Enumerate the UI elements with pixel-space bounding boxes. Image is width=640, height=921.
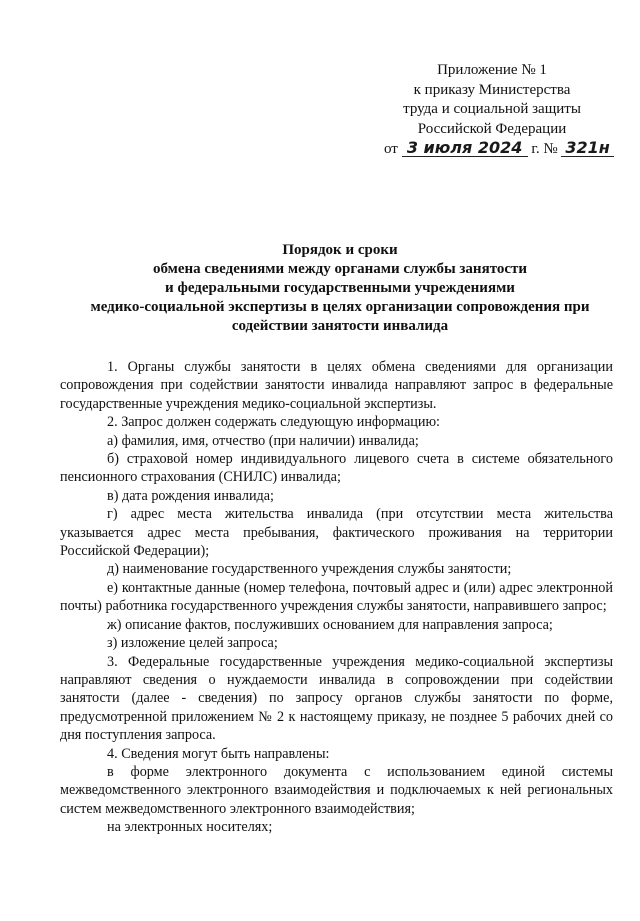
item-g: г) адрес места жительства инвалида (при отсутствии места жительства указывается адрес места пребывания, фактического проживания на территории Российской Федерации); bbox=[60, 506, 613, 560]
title-line-5: содействии занятости инвалида bbox=[231, 318, 449, 334]
paragraph-4: 4. Сведения могут быть направлены: bbox=[107, 745, 330, 762]
date-prefix: от bbox=[384, 141, 398, 157]
item-e: е) контактные данные (номер телефона, почтовый адрес и (или) адрес электронной почты) работника государственного учреждения службы занятости, направившего запрос; bbox=[60, 579, 613, 615]
title-line-4: медико-социальной экспертизы в целях организации сопровождения при bbox=[90, 299, 590, 315]
item-zh: ж) описание фактов, послуживших основанием для направления запроса; bbox=[107, 616, 553, 633]
appendix-line-1: Приложение № 1 bbox=[437, 62, 547, 78]
handwritten-number: 321н bbox=[561, 139, 613, 157]
title-line-2: обмена сведениями между органами службы занятости bbox=[152, 261, 528, 277]
paragraph-1: 1. Органы службы занятости в целях обмена сведениями для организации сопровождения при содействии занятости инвалида направляют запрос в федеральные государственные учреждения медико-социальной экспертизы. bbox=[60, 359, 613, 412]
appendix-line-4: Российской Федерации bbox=[417, 120, 567, 137]
number-prefix: г. № bbox=[531, 141, 558, 157]
item-v: в) дата рождения инвалида; bbox=[107, 487, 274, 504]
paragraph-2: 2. Запрос должен содержать следующую информацию: bbox=[107, 414, 440, 431]
item-d: д) наименование государственного учреждения службы занятости; bbox=[107, 561, 512, 578]
title-line-3: и федеральными государственными учреждениями bbox=[165, 280, 515, 296]
delivery-electronic-media: на электронных носителях; bbox=[107, 819, 273, 836]
appendix-header bbox=[384, 61, 610, 160]
item-b: б) страховой номер индивидуального лицевого счета в системе обязательного пенсионного страхования (СНИЛС) инвалида; bbox=[60, 451, 613, 486]
handwritten-date: 3 июля 2024 bbox=[402, 139, 528, 157]
title-line-1: Порядок и сроки bbox=[282, 242, 398, 258]
document-body bbox=[60, 358, 613, 837]
appendix-date-line bbox=[384, 138, 610, 160]
document-title bbox=[60, 241, 620, 336]
item-a: а) фамилия, имя, отчество (при наличии) инвалида; bbox=[107, 432, 419, 449]
appendix-line-3: труда и социальной защиты bbox=[403, 101, 581, 117]
delivery-electronic-document: в форме электронного документа с использованием единой системы межведомственного электронного взаимодействия и подключаемых к ней региональных систем межведомственного электронного взаимодействия; bbox=[60, 763, 613, 817]
appendix-line-2: к приказу Министерства bbox=[413, 81, 571, 98]
paragraph-3: 3. Федеральные государственные учреждения медико-социальной экспертизы направляют сведения о нуждаемости инвалида в сопровождении при содействии занятости (далее - сведения) по запросу органов службы занятости по форме, предусмотренной приложением № 2 к настоящему приказу, не позднее 5 рабочих дней со дня поступления запроса. bbox=[60, 653, 613, 744]
item-z: з) изложение целей запроса; bbox=[107, 635, 278, 652]
